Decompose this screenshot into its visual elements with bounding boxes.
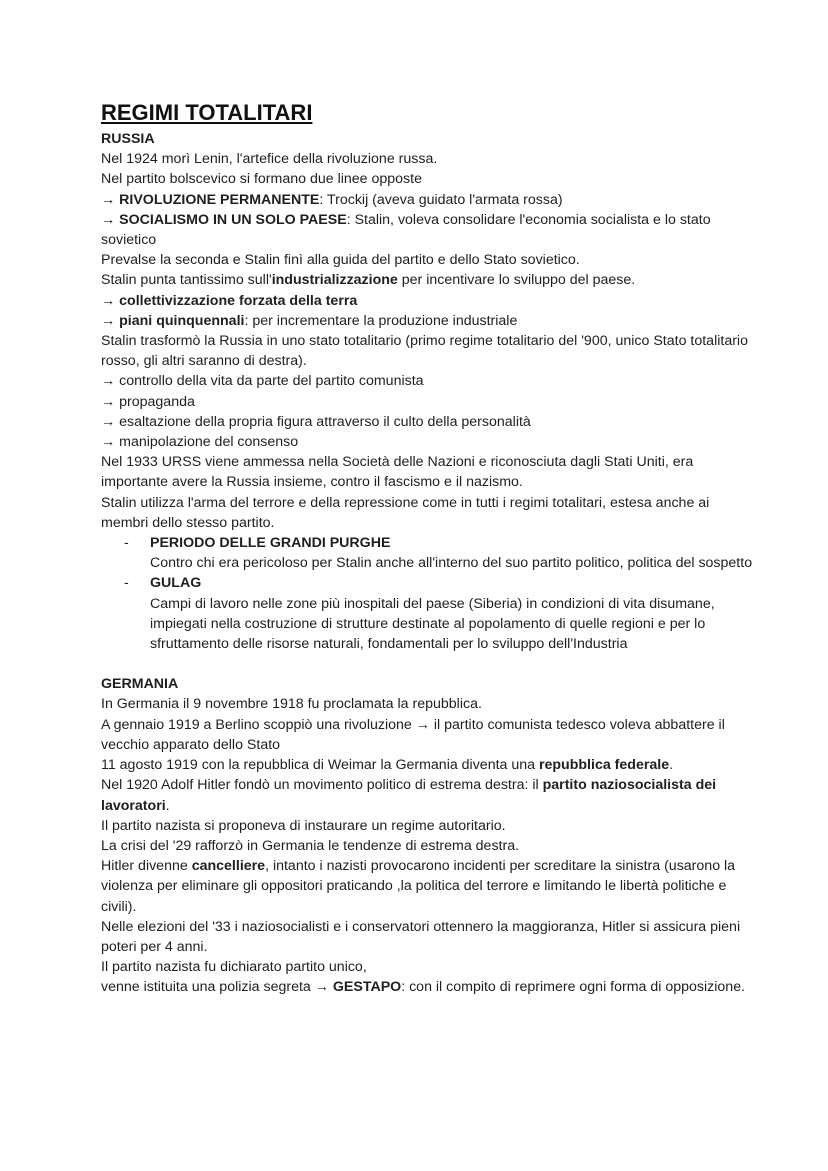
paragraph-line — [101, 371, 758, 391]
section-germania — [101, 674, 758, 997]
text-run: → — [101, 312, 120, 329]
text-run: per incentivare lo sviluppo del paese. — [397, 272, 636, 289]
text-run: Stalin trasformò la Russia in uno stato totalitario (primo regime totalitario del '900, unico Stato totalitario rosso, gli altri saranno di destra). — [101, 333, 748, 370]
russia-bullet-list — [101, 533, 758, 654]
text-run: . — [669, 757, 674, 774]
text-run: . — [165, 797, 170, 814]
text-run: , intanto i nazisti provocarono incidenti per screditare la sinistra (usarono la violenza per eliminare gli oppositori praticando ,la politica del terrore e limitando le libertà politiche e civili). — [101, 858, 736, 915]
bold-term: GESTAPO — [332, 979, 402, 996]
text-run: In Germania il 9 novembre 1918 fu proclamata la repubblica. — [101, 696, 482, 713]
bold-term: partito naziosocialista dei lavoratori — [101, 777, 717, 814]
bullet-dash: - — [124, 575, 129, 592]
bullet-title: GULAG — [150, 575, 202, 592]
text-run: → — [101, 211, 120, 228]
paragraph-line — [101, 412, 758, 432]
text-run: → controllo della vita da parte del partito comunista — [101, 373, 424, 390]
text-run: Nel partito bolscevico si formano due linee opposte — [101, 171, 422, 188]
text-run: → manipolazione del consenso — [101, 434, 299, 451]
text-run: → esaltazione della propria figura attraverso il culto della personalità — [101, 413, 531, 430]
paragraph-line — [101, 694, 758, 714]
paragraph-line — [101, 311, 758, 331]
bullet-item — [101, 533, 758, 573]
text-run: → propaganda — [101, 393, 195, 410]
paragraph-line — [101, 331, 758, 371]
bullet-text: Campi di lavoro nelle zone più inospitali del paese (Siberia) in condizioni di vita disumane, impiegati nella costruzione di strutture destinate al popolamento di quelle regioni e per lo sfruttamento delle risorse naturali, fondamentali per lo sviluppo dell'Industria — [150, 595, 715, 653]
paragraph-line — [101, 432, 758, 452]
bold-term: RIVOLUZIONE PERMANENTE — [119, 191, 320, 208]
paragraph-line — [101, 250, 758, 270]
text-run: : con il compito di reprimere ogni forma di opposizione. — [401, 979, 746, 996]
paragraph-line — [101, 149, 758, 169]
text-run: A gennaio 1919 a Berlino scoppiò una rivoluzione → il partito comunista tedesco voleva abbattere il vecchio apparato dello Stato — [101, 716, 725, 753]
bold-term: SOCIALISMO IN UN SOLO PAESE — [119, 211, 347, 228]
text-run: Hitler divenne — [101, 858, 192, 875]
text-run: Il partito nazista si proponeva di instaurare un regime autoritario. — [101, 817, 506, 834]
text-run: Prevalse la seconda e Stalin finì alla guida del partito e dello Stato sovietico. — [101, 252, 580, 269]
text-run: : Stalin, voleva consolidare l'economia socialista e lo stato sovietico — [101, 211, 711, 249]
section-russia — [101, 129, 758, 654]
text-run: Stalin utilizza l'arma del terrore e della repressione come in tutti i regimi totalitari, estesa anche ai membri dello stesso partito. — [101, 494, 710, 531]
text-run: Nel 1933 URSS viene ammessa nella Società delle Nazioni e riconosciuta dagli Stati Uniti, era importante avere la Russia insieme, contro il fascismo e il nazismo. — [101, 454, 694, 491]
bold-term: collettivizzazione forzata della terra — [119, 292, 358, 309]
paragraph-line — [101, 856, 758, 917]
paragraph-line — [101, 392, 758, 412]
paragraph-line — [101, 957, 758, 977]
bullet-item — [101, 573, 758, 654]
text-run: Il partito nazista fu dichiarato partito unico, — [101, 959, 367, 976]
paragraph-line — [101, 715, 758, 755]
bullet-text: Contro chi era pericoloso per Stalin anche all'interno del suo partito politico, politica del sospetto — [150, 555, 753, 572]
text-run: Stalin punta tantissimo sull' — [101, 272, 272, 289]
paragraph-line — [101, 210, 758, 250]
paragraph-line — [101, 493, 758, 533]
text-run: Nelle elezioni del '33 i naziosocialisti e i conservatori ottennero la maggioranza, Hitler si assicura pieni poteri per 4 anni. — [101, 918, 741, 955]
paragraph-line — [101, 917, 758, 957]
text-run: La crisi del '29 rafforzò in Germania le tendenze di estrema destra. — [101, 837, 520, 854]
document-title: REGIMI TOTALITARI — [101, 100, 313, 125]
paragraph-line — [101, 977, 758, 997]
text-run: Nel 1920 Adolf Hitler fondò un movimento politico di estrema destra: il — [101, 777, 543, 794]
bold-term: repubblica federale — [538, 757, 670, 774]
bold-term: industrializzazione — [271, 272, 398, 289]
text-run: : per incrementare la produzione industriale — [244, 312, 518, 329]
germania-paragraphs — [101, 694, 758, 997]
text-run: → — [101, 292, 120, 309]
bold-term: cancelliere — [191, 858, 266, 875]
paragraph-line — [101, 190, 758, 210]
text-run: 11 agosto 1919 con la repubblica di Weimar la Germania diventa una — [101, 757, 539, 774]
paragraph-line — [101, 755, 758, 775]
paragraph-line — [101, 452, 758, 492]
paragraph-line — [101, 775, 758, 815]
russia-paragraphs — [101, 149, 758, 533]
bullet-dash: - — [124, 535, 129, 552]
paragraph-line — [101, 816, 758, 836]
section-heading-germania: GERMANIA — [101, 676, 179, 693]
text-run: Nel 1924 morì Lenin, l'artefice della rivoluzione russa. — [101, 151, 438, 168]
bullet-title: PERIODO DELLE GRANDI PURGHE — [150, 535, 391, 552]
paragraph-line — [101, 169, 758, 189]
section-heading-russia: RUSSIA — [101, 131, 155, 147]
text-run: venne istituita una polizia segreta → — [101, 979, 333, 996]
text-run: : Trockij (aveva guidato l'armata rossa) — [319, 191, 563, 208]
paragraph-line — [101, 291, 758, 311]
paragraph-line — [101, 836, 758, 856]
section-spacer — [101, 654, 758, 674]
paragraph-line — [101, 270, 758, 290]
text-run: → — [101, 191, 120, 208]
bold-term: piani quinquennali — [119, 312, 245, 329]
